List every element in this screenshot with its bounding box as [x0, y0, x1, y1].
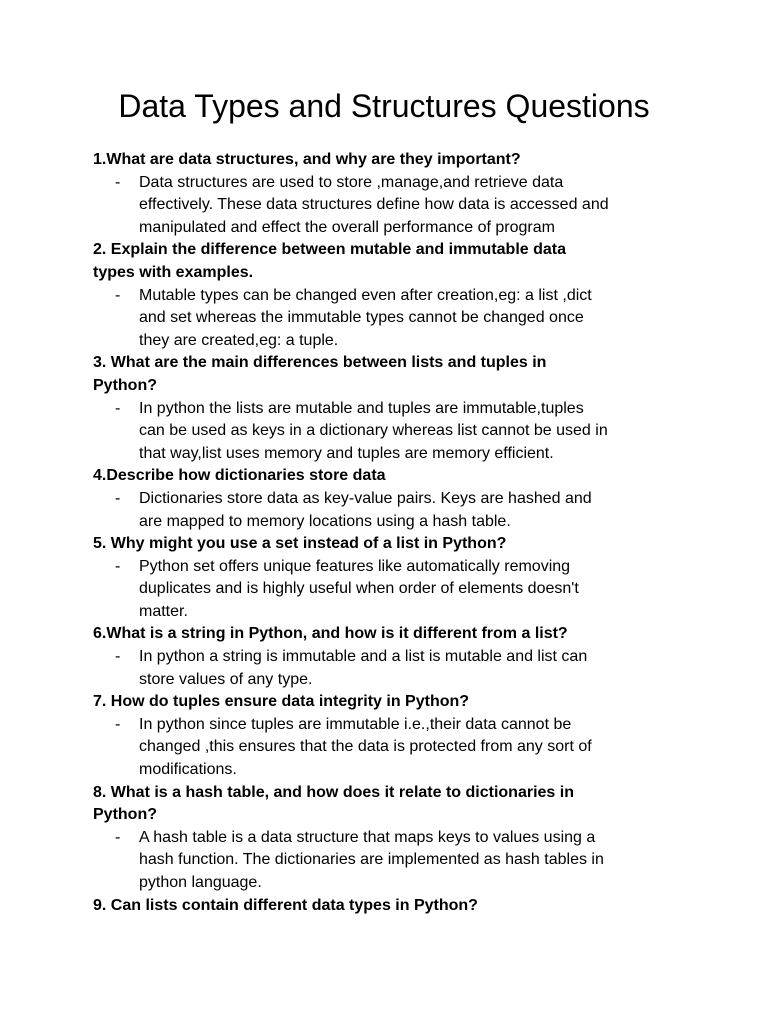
- answer-line: are mapped to memory locations using a hash table.: [139, 512, 511, 530]
- question-heading: [93, 465, 683, 488]
- question-line: Python?: [93, 376, 157, 394]
- bullet-dash: -: [115, 489, 121, 507]
- question-heading: [93, 895, 683, 918]
- answer-bullet: [115, 714, 683, 782]
- question-line: 6.What is a string in Python, and how is it different from a list?: [93, 625, 568, 643]
- answer-bullet: [115, 285, 683, 353]
- answer-line: changed ,this ensures that the data is protected from any sort of: [139, 738, 592, 756]
- answer-bullet: [115, 398, 683, 466]
- question-heading: [93, 623, 683, 646]
- question-heading: [93, 533, 683, 556]
- answer-line: duplicates and is highly useful when order of elements doesn't: [139, 580, 579, 598]
- question-line: 3. What are the main differences between lists and tuples in: [93, 354, 547, 372]
- bullet-dash: -: [115, 173, 121, 191]
- question-line: 7. How do tuples ensure data integrity in Python?: [93, 693, 470, 711]
- answer-line: store values of any type.: [139, 670, 313, 688]
- question-line: 5. Why might you use a set instead of a list in Python?: [93, 535, 507, 553]
- question-line: 4.Describe how dictionaries store data: [93, 467, 386, 485]
- question-heading: [93, 239, 683, 284]
- question-line: Python?: [93, 806, 157, 824]
- bullet-dash: -: [115, 715, 121, 733]
- answer-line: and set whereas the immutable types cannot be changed once: [139, 309, 584, 327]
- answer-line: matter.: [139, 602, 188, 620]
- answer-line: A hash table is a data structure that maps keys to values using a: [139, 828, 596, 846]
- answer-line: In python a string is immutable and a list is mutable and list can: [139, 648, 588, 666]
- qa-list: [93, 149, 683, 917]
- question-line: 1.What are data structures, and why are they important?: [93, 151, 521, 168]
- answer-line: modifications.: [139, 761, 237, 779]
- answer-line: Python set offers unique features like automatically removing: [139, 557, 571, 575]
- answer-line: can be used as keys in a dictionary whereas list cannot be used in: [139, 422, 608, 440]
- answer-line: that way,list uses memory and tuples are memory efficient.: [139, 444, 554, 462]
- bullet-dash: -: [115, 648, 121, 666]
- answer-line: hash function. The dictionaries are implemented as hash tables in: [139, 851, 604, 869]
- bullet-dash: -: [115, 399, 121, 417]
- answer-line: Mutable types can be changed even after creation,eg: a list ,dict: [139, 286, 592, 304]
- question-heading: [93, 352, 683, 397]
- question-line: 2. Explain the difference between mutable and immutable data: [93, 241, 566, 259]
- question-heading: [93, 691, 683, 714]
- answer-bullet: [115, 556, 683, 624]
- answer-bullet: [115, 488, 683, 533]
- page-title: Data Types and Structures Questions: [118, 88, 650, 124]
- answer-line: Dictionaries store data as key-value pairs. Keys are hashed and: [139, 489, 592, 507]
- answer-line: effectively. These data structures define how data is accessed and: [139, 196, 609, 214]
- bullet-dash: -: [115, 286, 121, 304]
- answer-line: python language.: [139, 874, 262, 891]
- answer-bullet: [115, 646, 683, 691]
- question-line: types with examples.: [93, 263, 254, 281]
- question-heading: [93, 782, 683, 827]
- answer-line: In python the lists are mutable and tuples are immutable,tuples: [139, 399, 584, 417]
- answer-bullet: [115, 172, 683, 240]
- answer-line: Data structures are used to store ,manage,and retrieve data: [139, 173, 564, 191]
- answer-line: In python since tuples are immutable i.e.,their data cannot be: [139, 715, 572, 733]
- answer-line: manipulated and effect the overall performance of program: [139, 218, 555, 236]
- answer-bullet: [115, 827, 683, 895]
- answer-line: they are created,eg: a tuple.: [139, 331, 339, 349]
- bullet-dash: -: [115, 828, 121, 846]
- question-line: 9. Can lists contain different data types in Python?: [93, 896, 478, 914]
- question-line: 8. What is a hash table, and how does it relate to dictionaries in: [93, 783, 574, 801]
- bullet-dash: -: [115, 557, 121, 575]
- question-heading: [93, 149, 683, 172]
